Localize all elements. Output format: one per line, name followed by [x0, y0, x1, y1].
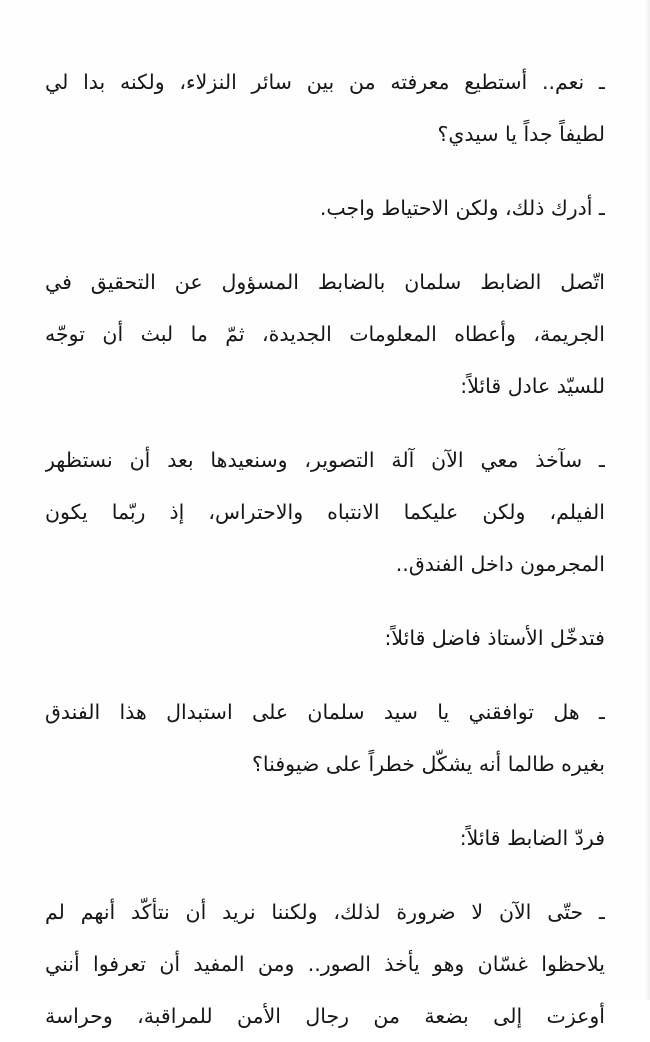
paragraph	[45, 612, 605, 664]
text-line: الفيلم، ولكن عليكما الانتباه والاحتراس، إذ ربّما يكون	[45, 500, 605, 524]
text-line: أوعزت إلى بضعة من رجال الأمن للمراقبة، وحراسة	[45, 1004, 605, 1028]
paragraph	[45, 812, 605, 864]
text-line: ـ سآخذ معي الآن آلة التصوير، وسنعيدها بعد أن نستظهر	[45, 448, 605, 472]
text-line: المجرمون داخل الفندق..	[395, 552, 605, 576]
text-line: ـ أدرك ذلك، ولكن الاحتياط واجب.	[319, 196, 605, 220]
paragraph	[45, 56, 605, 160]
text-line: بغيره طالما أنه يشكّل خطراً على ضيوفنا؟	[252, 752, 605, 776]
text-line: يلاحظوا غسّان وهو يأخذ الصور.. ومن المفيد أن تعرفوا أنني	[45, 952, 605, 976]
body-text	[45, 56, 605, 1042]
text-line: اتّصل الضابط سلمان بالضابط المسؤول عن التحقيق في	[45, 270, 605, 294]
text-line: ـ نعم.. أستطيع معرفته من بين سائر النزلاء، ولكنه بدا لي	[45, 70, 605, 94]
page-edge	[644, 0, 650, 1000]
text-line: ـ هل توافقني يا سيد سلمان على استبدال هذا الفندق	[45, 700, 605, 724]
text-line: لطيفاً جداً يا سيدي؟	[437, 122, 605, 146]
text-line: الجريمة، وأعطاه المعلومات الجديدة، ثمّ ما لبث أن توجّه	[45, 322, 605, 346]
text-line: للسيّد عادل قائلاً:	[460, 374, 605, 398]
text-line: ـ حتّى الآن لا ضرورة لذلك، ولكننا نريد أن نتأكّد أنهم لم	[45, 900, 605, 924]
paragraph	[45, 686, 605, 790]
paragraph	[45, 256, 605, 412]
paragraph	[45, 182, 605, 234]
text-line: فتدخّل الأستاذ فاضل قائلاً:	[384, 626, 605, 650]
text-line: فردّ الضابط قائلاً:	[459, 826, 605, 850]
paragraph	[45, 886, 605, 1042]
paragraph	[45, 434, 605, 590]
